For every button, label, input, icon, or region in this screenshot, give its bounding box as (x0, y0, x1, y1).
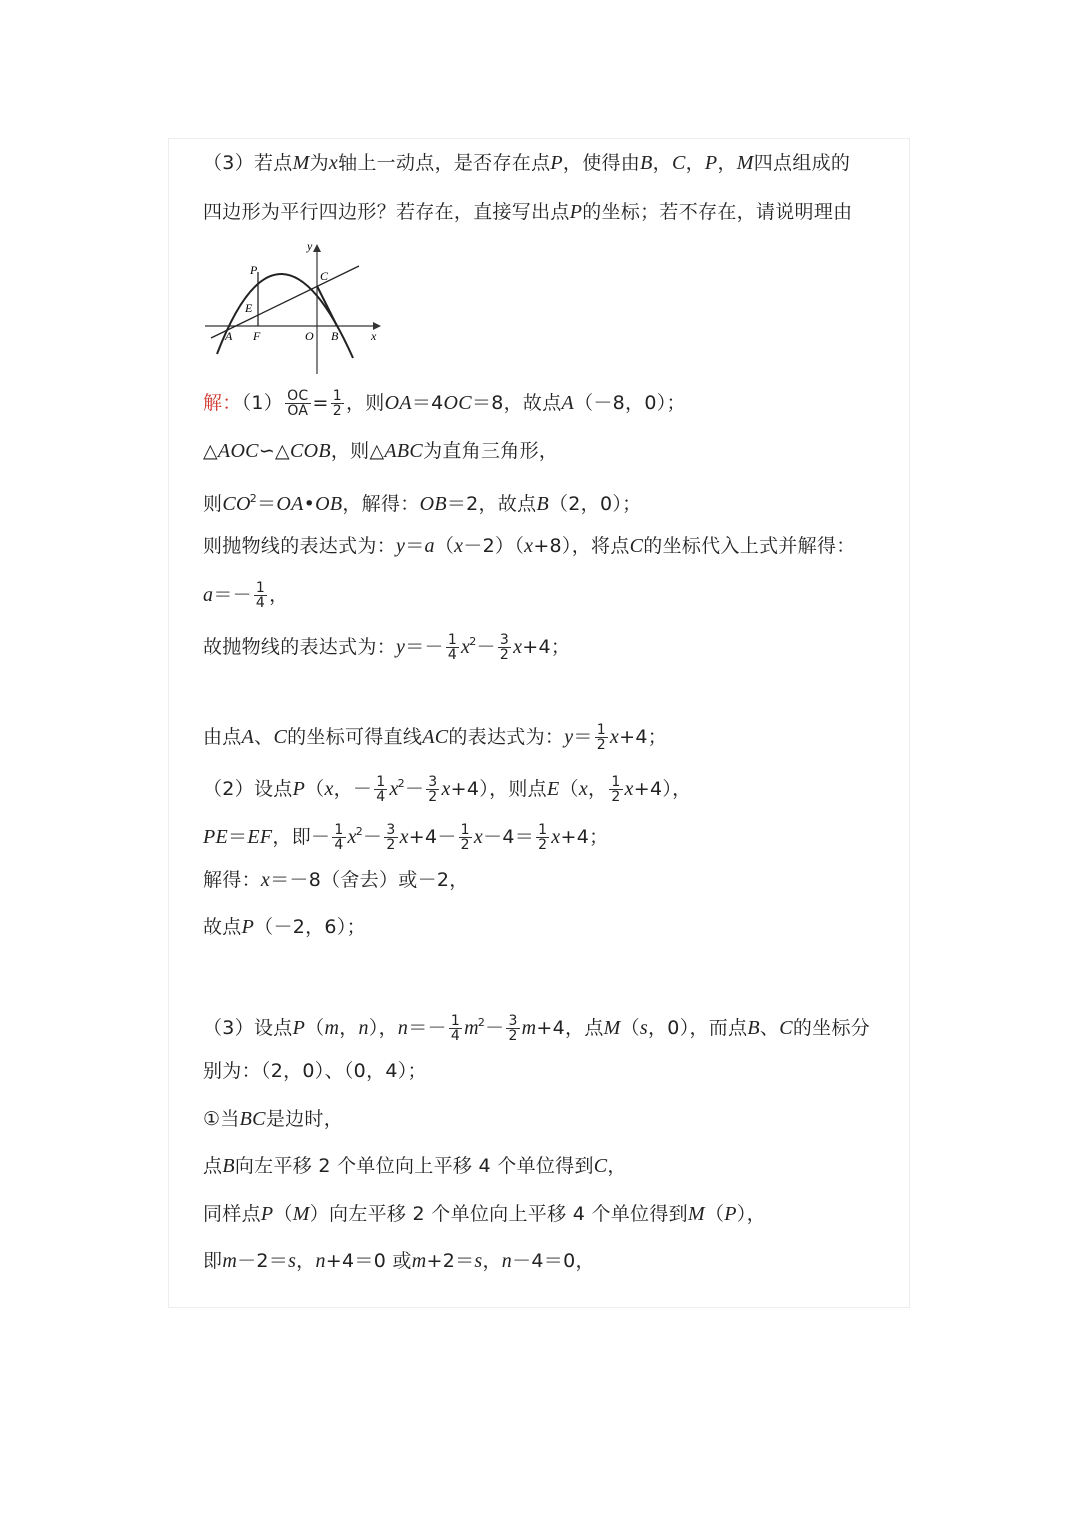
solution-line-16: 同样点P（M）向左平移 2 个单位向上平移 4 个单位得到M（P）， (203, 1203, 766, 1225)
problem-line-2: 四边形为平行四边形？若存在，直接写出点P的坐标；若不存在，请说明理由 (203, 201, 853, 223)
solution-line-10: 解得：x＝－8（舍去）或－2， (203, 869, 469, 891)
label-y: y (307, 239, 313, 253)
solution-line-2: △AOC∽△COB，则△ABC为直角三角形， (203, 440, 559, 462)
solution-line-17: 即m－2＝s，n+4＝0 或m+2＝s，n－4＝0， (203, 1250, 595, 1272)
fraction: $\frac{1}{4}$ (376, 774, 386, 805)
solution-line-13: 别为：（2，0）、（0，4）； (203, 1060, 427, 1082)
label-p: P (250, 263, 258, 277)
solution-line-7: 由点A、C的坐标可得直线AC的表达式为：y＝ $\frac{1}{2}$ x+4； (203, 722, 668, 753)
solution-line-6: 故抛物线的表达式为：y＝－ $\frac{1}{4}$ $x^2-$ $\frac{3}{2}$ x+4； (203, 632, 571, 663)
solution-line-15: 点B向左平移 2 个单位向上平移 4 个单位得到C， (203, 1155, 627, 1177)
segment-cb (317, 286, 337, 326)
fraction: $\frac{1}{4}$ (447, 632, 458, 663)
y-axis-arrow (313, 244, 321, 252)
solution-label: 解： (203, 392, 242, 414)
fraction: $\frac{3}{2}$ (499, 632, 510, 663)
problem-line-1: （3）若点M为x轴上一动点，是否存在点P，使得由B，C，P，M四点组成的 (203, 152, 851, 174)
fraction: $\frac{1}{2}$ (460, 822, 470, 853)
fraction: $\frac{1}{4}$ (334, 822, 344, 853)
fraction: $\frac{1}{2}$ (596, 722, 606, 753)
solution-line-5: a＝－ $\frac{1}{4}$ ， (203, 580, 289, 611)
fraction: $\frac{3}{2}$ (386, 822, 396, 853)
solution-line-3: 则$CO^2=OA•OB$，解得：OB＝2，故点B（2，0）； (203, 492, 642, 515)
label-f: F (253, 329, 261, 343)
solution-line-12: （3）设点P（m，n），n＝－ $\frac{1}{4}$ $m^2-$ $\frac{3}{2}$ m+4，点M（s，0），而点B、C的坐标分 (203, 1013, 871, 1044)
fraction: $\frac{OC}{OA}$ (287, 388, 309, 419)
solution-line-11: 故点P（－2，6）； (203, 916, 366, 938)
parabola-figure (203, 236, 389, 376)
label-a: A (225, 329, 233, 343)
fraction: $\frac{3}{2}$ (428, 774, 438, 805)
solution-line-8: （2）设点P（x，－ $\frac{1}{4}$ $x^2-$ $\frac{3}{2}$ x+4），则点E（x， $\frac{1}{2}$ x+4）， (203, 774, 692, 805)
label-x: x (371, 329, 377, 343)
fraction: $\frac{1}{4}$ (450, 1013, 461, 1044)
solution-line-14: ①当BC是边时， (203, 1108, 344, 1130)
fraction: $\frac{1}{4}$ (255, 580, 266, 611)
solution-line-4: 则抛物线的表达式为：y＝a（x－2）（x+8），将点C的坐标代入上式并解得： (203, 535, 856, 557)
fraction: $\frac{3}{2}$ (508, 1013, 518, 1044)
label-o: O (305, 329, 314, 343)
fraction: $\frac{1}{2}$ (611, 774, 621, 805)
label-c: C (320, 269, 329, 283)
solution-line-9: PE＝EF，即－ $\frac{1}{4}$ $x^2-$ $\frac{3}{2}$ x+4－ $\frac{1}{2}$ x－4＝ $\frac{1}{2}$ x+4； (203, 822, 609, 853)
label-e: E (245, 301, 253, 315)
label-b: B (331, 329, 339, 343)
fraction: $\frac{1}{2}$ (538, 822, 548, 853)
solution-line-1: 解：（1） $\frac{OC}{OA}$ = $\frac{1}{2}$ ，则OA＝4OC＝8，故点A（－8，0）； (203, 388, 686, 419)
fraction: $\frac{1}{2}$ (332, 388, 342, 419)
